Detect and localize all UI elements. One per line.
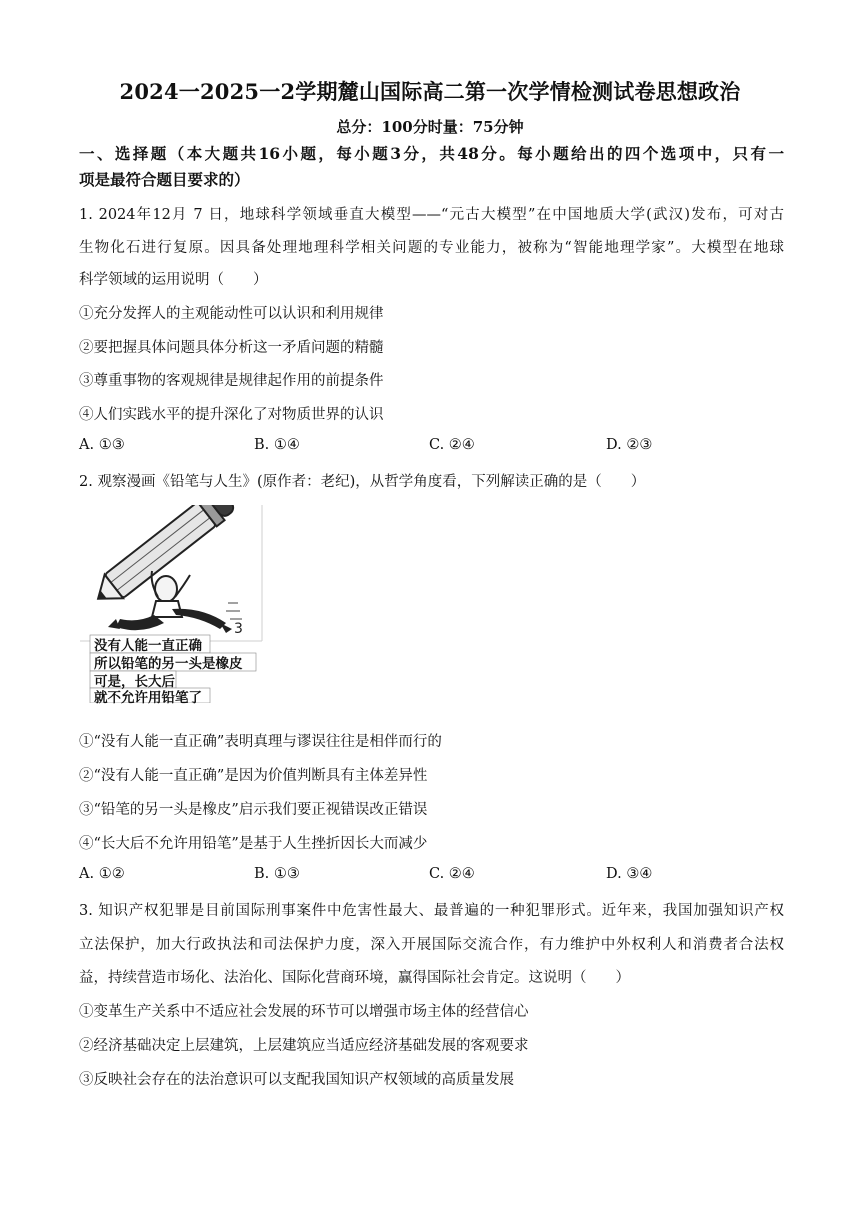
q1-statement: ②要把握具体问题具体分析这一矛盾问题的精髓 [79, 340, 384, 356]
q3-stem-line: 3. 知识产权犯罪是目前国际刑事案件中危害性最大、最普遍的一种犯罪形式。近年来，我国加强知识产权 [79, 903, 784, 919]
cartoon-caption-line: 没有人能一直正确 [94, 638, 202, 654]
q1-option-a: A. ①③ [79, 437, 125, 453]
q3-stem-line: 益，持续营造市场化、法治化、国际化营商环境，赢得国际社会肯定。这说明（ ） [79, 970, 630, 986]
section-heading-line2: 项是最符合题目要求的） [79, 170, 250, 189]
q2-option-b: B. ①③ [254, 866, 300, 882]
q1-stem-line: 生物化石进行复原。因具备处理地理科学相关问题的专业能力，被称为“智能地理学家”。大模型在地球 [79, 240, 784, 256]
q2-option-a: A. ①② [79, 866, 125, 882]
q1-stem-line: 1. 2024年12月 7 日，地球科学领域垂直大模型——“元古大模型”在中国地质大学(武汉)发布，可对古 [79, 207, 784, 223]
q2-option-c: C. ②④ [429, 866, 475, 882]
q1-option-d: D. ②③ [606, 437, 653, 453]
q2-option-d: D. ③④ [606, 866, 653, 882]
q3-statement: ①变革生产关系中不适应社会发展的环节可以增强市场主体的经营信心 [79, 1004, 529, 1020]
q1-option-b: B. ①④ [254, 437, 300, 453]
svg-text:3: 3 [234, 621, 243, 637]
q2-statement: ②“没有人能一直正确”是因为价值判断具有主体差异性 [79, 768, 428, 784]
q2-statement: ③“铅笔的另一头是橡皮”启示我们要正视错误改正错误 [79, 802, 428, 818]
q3-statement: ②经济基础决定上层建筑，上层建筑应当适应经济基础发展的客观要求 [79, 1038, 529, 1054]
q1-statement: ①充分发挥人的主观能动性可以认识和利用规律 [79, 306, 384, 322]
exam-title: 2024一2025一2学期麓山国际高二第一次学情检测试卷思想政治 [119, 79, 741, 104]
q2-stem: 2. 观察漫画《铅笔与人生》(原作者：老纪)，从哲学角度看，下列解读正确的是（ ） [79, 474, 646, 490]
q1-statement: ③尊重事物的客观规律是规律起作用的前提条件 [79, 373, 384, 389]
cartoon-caption-line: 所以铅笔的另一头是橡皮 [94, 656, 243, 672]
q1-option-c: C. ②④ [429, 437, 475, 453]
section-heading-line1: 一、选择题（本大题共16小题，每小题3分，共48分。每小题给出的四个选项中，只有一 [79, 144, 784, 163]
q2-statement: ①“没有人能一直正确”表明真理与谬误往往是相伴而行的 [79, 734, 442, 750]
q1-stem-line: 科学领域的运用说明（ ） [79, 272, 268, 288]
cartoon-caption-line: 可是，长大后 [94, 674, 175, 690]
q3-stem-line: 立法保护，加大行政执法和司法保护力度，深入开展国际交流合作，有力维护中外权利人和消费者合法权 [79, 937, 784, 953]
exam-score-time: 总分：100分时量：75分钟 [336, 118, 524, 136]
q3-statement: ③反映社会存在的法治意识可以支配我国知识产权领域的高质量发展 [79, 1072, 514, 1088]
q2-statement: ④“长大后不允许用铅笔”是基于人生挫折因长大而减少 [79, 836, 428, 852]
cartoon-caption-line: 就不允许用铅笔了 [94, 690, 202, 706]
q1-statement: ④人们实践水平的提升深化了对物质世界的认识 [79, 407, 384, 423]
